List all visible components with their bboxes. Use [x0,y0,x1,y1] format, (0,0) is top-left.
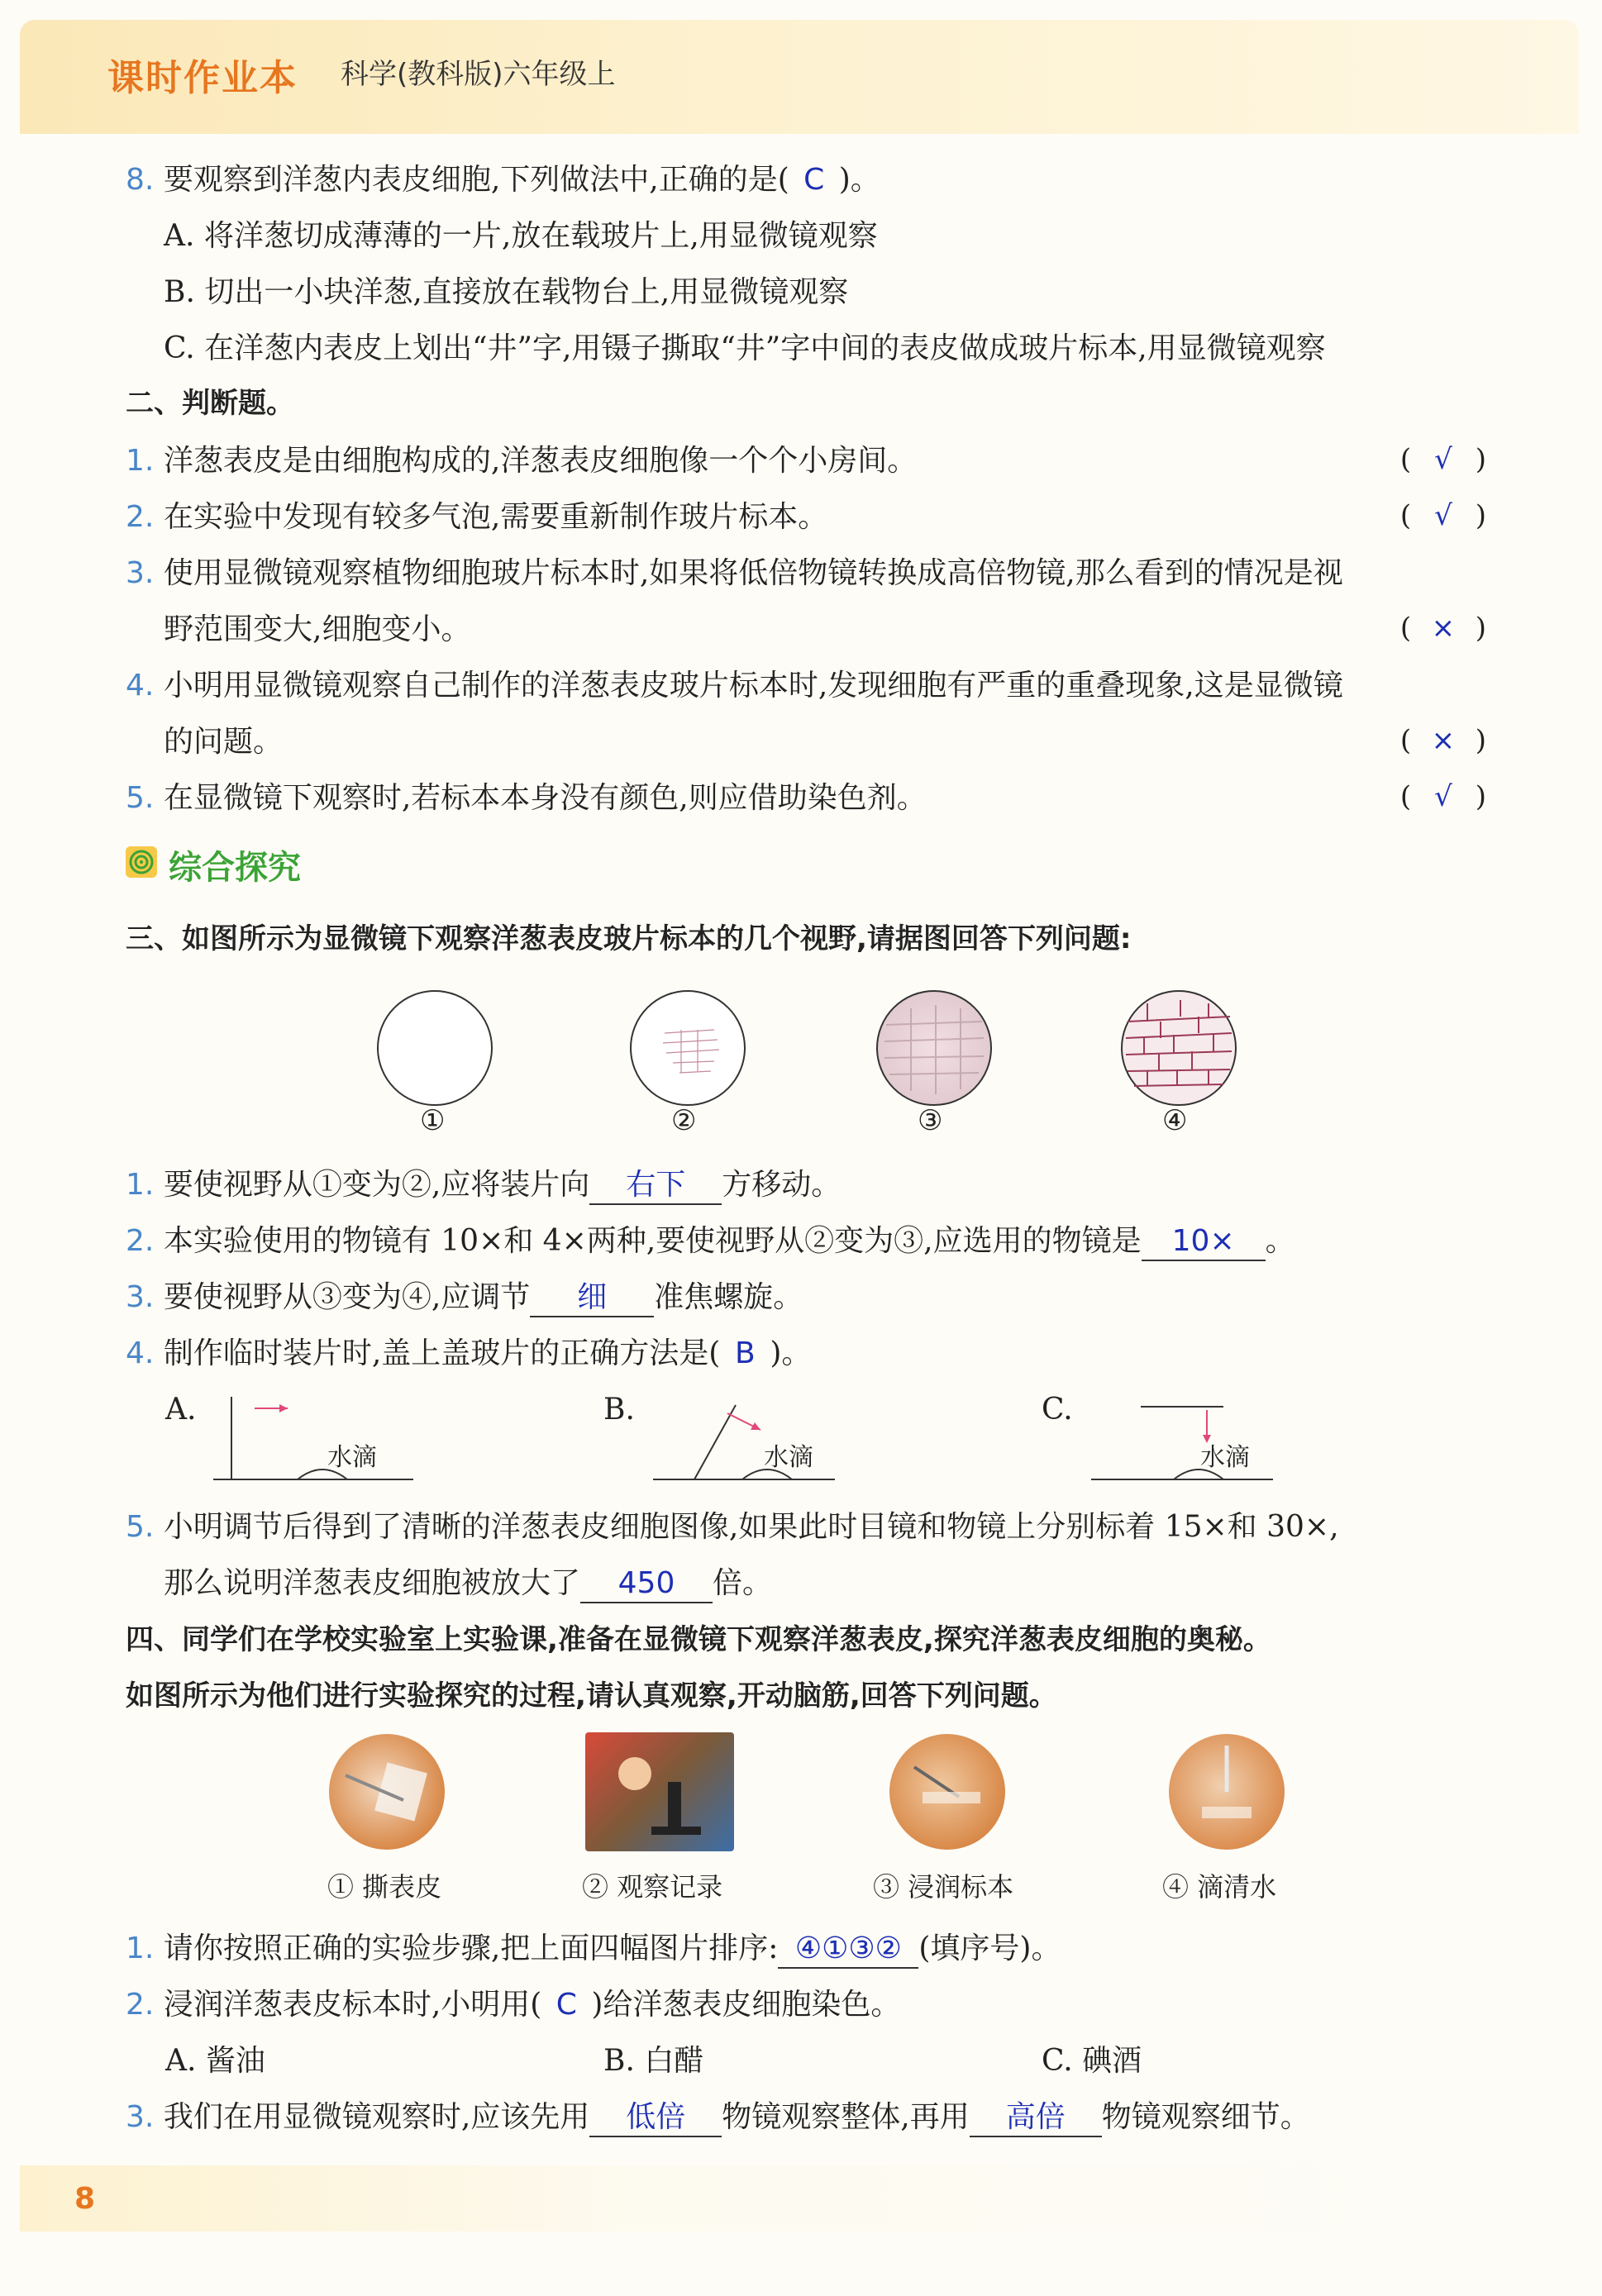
microscope-icon [585,1732,734,1851]
coverslip-fig-b [645,1389,860,1488]
q4-3-post: 物镜观察细节。 [1101,2100,1310,2134]
fig-a-water: 水滴 [327,1443,377,1472]
fig-b-label: B. [603,1393,635,1427]
judge-item-2 [126,499,827,536]
judge-1-num: 1. [126,444,155,478]
judge-5-answer-box: ( √ ) [1399,780,1486,813]
q3-1-pre: 要使视野从①变为②,应将装片向 [163,1168,590,1202]
q8-option-c: C. 在洋葱内表皮上划出“井”字,用镊子撕取“井”字中间的表皮做成玻片标本,用显微镜观察 [164,331,1326,365]
coverslip-fig-a [207,1389,422,1488]
judge-item-3 [126,555,1343,592]
judge-item-5 [126,780,927,817]
judge-2-answer-box: ( √ ) [1399,499,1486,532]
q4-3-answer-2: 高倍 [970,2099,1102,2137]
q3-item-2 [126,1223,1295,1261]
circle-label-2: ② [671,1104,697,1137]
photo-label-2: ② 观察记录 [582,1871,723,1903]
cells-blurred-icon [878,992,990,1104]
judge-3-answer-box: ( × ) [1399,612,1486,645]
q3-4-num: 4. [126,1336,155,1370]
photo-label-4: ④ 滴清水 [1162,1871,1277,1903]
tweezers-icon [329,1734,445,1850]
q4-item-1 [126,1931,1061,1969]
circle-label-4: ④ [1162,1104,1188,1137]
circle-label-3: ③ [918,1104,943,1137]
cells-clear-icon [1123,992,1235,1104]
q4-2-answer: C [555,1988,577,2022]
q4-1-num: 1. [126,1932,155,1965]
q3-title: 三、如图所示为显微镜下观察洋葱表皮玻片标本的几个视野,请据图回答下列问题: [126,922,1132,955]
judge-1-answer: √ [1434,443,1452,476]
photo-peel-skin [329,1734,445,1850]
q3-4-pre: 制作临时装片时,盖上盖玻片的正确方法是( [163,1336,721,1370]
judge-1-answer-box: ( √ ) [1399,443,1486,476]
q8-text: 要观察到洋葱内表皮细胞,下列做法中,正确的是( [163,163,789,197]
judge-4-num: 4. [126,669,155,703]
q3-3-post: 准焦螺旋。 [654,1280,803,1314]
q4-item-2 [126,1987,900,2023]
judge-1-text: 洋葱表皮是由细胞构成的,洋葱表皮细胞像一个个小房间。 [163,444,918,478]
judge-2-num: 2. [126,500,155,534]
q3-2-pre: 本实验使用的物镜有 10×和 4×两种,要使视野从②变为③,应选用的物镜是 [163,1224,1142,1258]
q4-title-cont: 如图所示为他们进行实验探究的过程,请认真观察,开动脑筋,回答下列问题。 [126,1679,1057,1712]
photo-label-3: ③ 浸润标本 [873,1871,1014,1903]
q3-1-answer: 右下 [589,1167,722,1205]
q3-item-5 [126,1509,1339,1546]
q4-3-num: 3. [126,2100,155,2134]
footer-band [20,2165,1579,2232]
header-brand: 课时作业本 [107,57,298,99]
q3-item-5-cont [164,1565,772,1603]
coverslip-fig-c [1083,1389,1298,1488]
circle-label-1: ① [420,1104,446,1137]
q8-answer: C [803,163,825,197]
judge-3-text: 使用显微镜观察植物细胞玻片标本时,如果将低倍物镜转换成高倍物镜,那么看到的情况是视 [163,556,1343,590]
fig-c-label: C. [1042,1393,1073,1427]
q4-2-num: 2. [126,1988,155,2022]
view-circle-3 [876,990,992,1106]
q4-1-post: (填序号)。 [918,1932,1061,1965]
dropper-icon [889,1734,1005,1850]
judge-5-answer: √ [1434,780,1452,813]
q4-item-3 [126,2099,1310,2137]
header-subtitle: 科学(教科版)六年级上 [341,58,616,91]
q3-1-num: 1. [126,1168,155,1202]
q3-4-answer: B [734,1336,756,1370]
q3-2-num: 2. [126,1224,155,1258]
judge-5-text: 在显微镜下观察时,若标本本身没有颜色,则应借助染色剂。 [163,781,927,815]
water-drop-icon [1169,1734,1285,1850]
q8-num: 8. [126,163,155,197]
q3-3-num: 3. [126,1280,155,1314]
q3-1-post: 方移动。 [722,1168,842,1202]
q3-4-post: )。 [770,1336,812,1370]
judge-2-text: 在实验中发现有较多气泡,需要重新制作玻片标本。 [163,500,828,534]
judge-4-text: 小明用显微镜观察自己制作的洋葱表皮玻片标本时,发现细胞有严重的重叠现象,这是显微镜 [163,669,1343,703]
view-circle-4 [1121,990,1237,1106]
q3-item-4 [126,1336,811,1372]
photo-observe-record [585,1732,734,1851]
q3-2-answer: 10× [1142,1223,1266,1261]
q3-5-num: 5. [126,1510,155,1544]
q4-3-pre: 我们在用显微镜观察时,应该先用 [163,2100,590,2134]
page-number: 8 [74,2182,96,2216]
q4-option-c: C. 碘酒 [1042,2044,1142,2078]
photo-label-1: ① 撕表皮 [327,1871,442,1903]
q4-title: 四、同学们在学校实验室上实验课,准备在显微镜下观察洋葱表皮,探究洋葱表皮细胞的奥秘。 [126,1623,1271,1656]
q3-item-1 [126,1167,841,1205]
judge-item-1 [126,443,917,479]
q3-5-pre2: 那么说明洋葱表皮细胞被放大了 [164,1566,581,1600]
fig-b-water: 水滴 [764,1443,813,1472]
q3-5-post: 倍。 [713,1566,773,1600]
cells-sketch-icon [632,992,744,1104]
judge-3-text-cont: 野范围变大,细胞变小。 [164,612,471,646]
judge-4-answer-box: ( × ) [1399,724,1486,757]
photo-drop-water [1169,1734,1285,1850]
q3-item-3 [126,1279,803,1317]
spiral-icon [126,846,157,878]
judge-3-num: 3. [126,556,155,590]
judge-3-answer: × [1431,612,1456,645]
section-title: 综合探究 [169,849,301,887]
photo-soak-specimen [889,1734,1005,1850]
judge-2-answer: √ [1434,499,1452,532]
q4-option-b: B. 白醋 [603,2044,704,2078]
q3-3-answer: 细 [530,1279,654,1317]
q3-5-pre: 小明调节后得到了清晰的洋葱表皮细胞图像,如果此时目镜和物镜上分别标着 15×和 30×, [163,1510,1339,1544]
judge-5-num: 5. [126,781,155,815]
q3-3-pre: 要使视野从③变为④,应调节 [163,1280,531,1314]
view-circle-1 [377,990,493,1106]
judge-item-4 [126,668,1343,704]
q8-stem [126,162,880,198]
judge-4-text-cont: 的问题。 [164,725,284,759]
q4-1-pre: 请你按照正确的实验步骤,把上面四幅图片排序: [163,1932,779,1965]
q4-3-answer-1: 低倍 [589,2099,722,2137]
q4-2-post: )给洋葱表皮细胞染色。 [591,1988,901,2022]
fig-c-water: 水滴 [1200,1443,1250,1472]
q8-option-b: B. 切出一小块洋葱,直接放在载物台上,用显微镜观察 [164,275,849,309]
judge-title: 二、判断题。 [126,387,294,420]
q3-5-answer: 450 [580,1565,713,1603]
view-circle-2 [630,990,746,1106]
q8-option-a: A. 将洋葱切成薄薄的一片,放在载玻片上,用显微镜观察 [164,219,878,253]
q3-2-post: 。 [1265,1224,1295,1258]
q4-option-a: A. 酱油 [165,2044,265,2078]
fig-a-label: A. [165,1393,197,1427]
q8-end: )。 [838,163,880,197]
q4-1-answer: ④①③② [778,1931,918,1969]
judge-4-answer: × [1431,724,1456,757]
q4-2-pre: 浸润洋葱表皮标本时,小明用( [163,1988,542,2022]
q4-3-mid: 物镜观察整体,再用 [722,2100,970,2134]
